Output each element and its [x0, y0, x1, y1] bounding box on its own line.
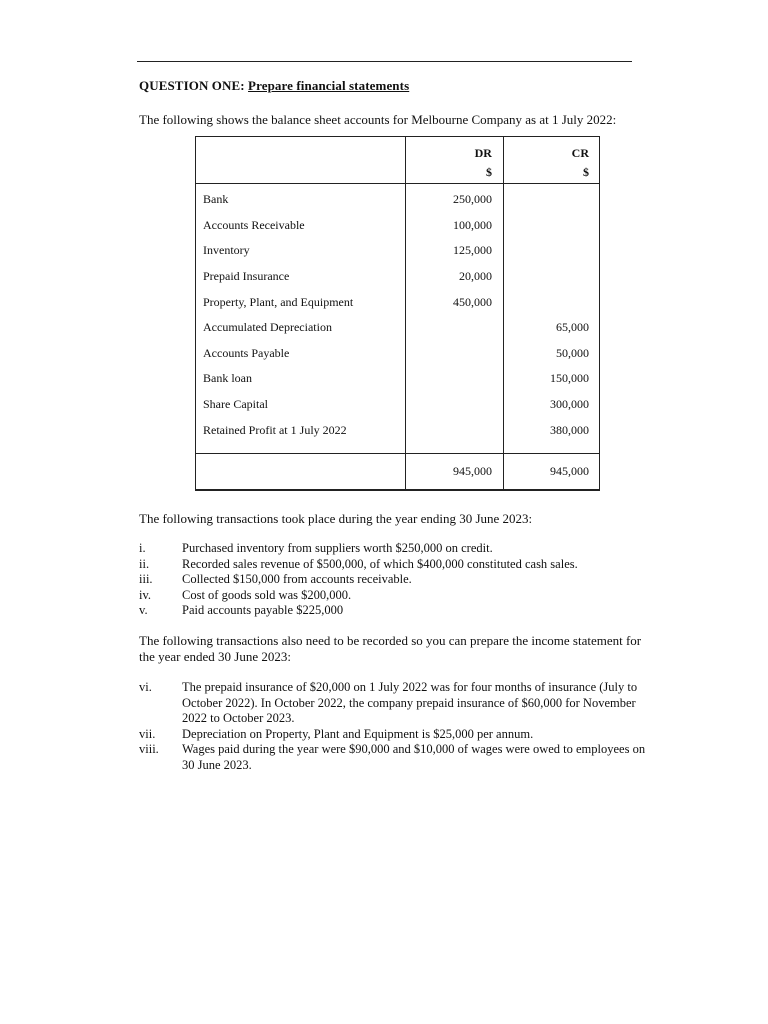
account-name: Accounts Payable [196, 341, 406, 367]
dr-amount: 125,000 [406, 238, 504, 264]
cr-amount: 65,000 [503, 315, 599, 341]
table-spacer-row [196, 443, 600, 454]
account-header-cell [196, 137, 406, 162]
list-item [139, 588, 654, 604]
cr-amount: 150,000 [503, 366, 599, 392]
table-row [196, 213, 600, 239]
item-number: iii. [139, 572, 153, 586]
total-label-cell [196, 453, 406, 490]
table-row [196, 264, 600, 290]
spacer-cell [503, 443, 599, 454]
list-item [139, 742, 654, 773]
account-name: Share Capital [196, 392, 406, 418]
header-row [196, 137, 600, 162]
spacer-cell [406, 443, 504, 454]
dr-currency: $ [406, 161, 504, 184]
item-text: Depreciation on Property, Plant and Equipment is $25,000 per annum. [182, 726, 534, 741]
dr-amount: 450,000 [406, 289, 504, 315]
question-title: Prepare financial statements [248, 78, 410, 93]
cr-amount: 50,000 [503, 341, 599, 367]
dr-amount: 100,000 [406, 213, 504, 239]
list-item [139, 680, 654, 727]
table-row [196, 417, 600, 443]
account-name: Bank loan [196, 366, 406, 392]
item-number: vi. [139, 680, 152, 694]
list-item [139, 541, 654, 557]
cr-amount: 300,000 [503, 392, 599, 418]
cr-amount [503, 238, 599, 264]
item-number: v. [139, 603, 148, 617]
list-item [139, 603, 654, 619]
item-text: Collected $150,000 from accounts receivable. [182, 572, 412, 586]
table-row [196, 289, 600, 315]
cr-currency: $ [503, 161, 599, 184]
top-divider [137, 61, 632, 62]
table-row [196, 366, 600, 392]
item-number: viii. [139, 742, 159, 756]
item-text: Purchased inventory from suppliers worth $250,000 on credit. [182, 541, 493, 555]
account-header-cell [196, 161, 406, 184]
currency-row [196, 161, 600, 184]
cr-amount [503, 184, 599, 213]
transactions-list [139, 541, 654, 619]
item-number: i. [139, 541, 146, 555]
dr-amount [406, 392, 504, 418]
total-cr: 945,000 [503, 453, 599, 490]
intro-text: The following shows the balance sheet accounts for Melbourne Company as at 1 July 2022: [139, 112, 617, 127]
item-text: Recorded sales revenue of $500,000, of which $400,000 constituted cash sales. [182, 556, 578, 571]
dr-amount [406, 315, 504, 341]
cr-amount [503, 213, 599, 239]
transactions-intro: The following transactions took place during the year ending 30 June 2023: [139, 511, 533, 526]
cr-header: CR [503, 137, 599, 162]
cr-amount [503, 264, 599, 290]
totals-row [196, 453, 600, 490]
table-row [196, 392, 600, 418]
item-text: Paid accounts payable $225,000 [182, 603, 344, 617]
item-text: The prepaid insurance of $20,000 on 1 July 2022 was for four months of insurance (July to October 2022). In October 2022, the company prepaid insurance of $60,000 for November 2022 to October 2023. [182, 680, 638, 725]
account-name: Retained Profit at 1 July 2022 [196, 417, 406, 443]
dr-amount [406, 417, 504, 443]
dr-header: DR [406, 137, 504, 162]
dr-amount: 20,000 [406, 264, 504, 290]
list-item [139, 727, 654, 743]
question-heading [139, 78, 409, 94]
list-item [139, 572, 654, 588]
dr-amount [406, 341, 504, 367]
dr-amount [406, 366, 504, 392]
table-row [196, 315, 600, 341]
item-number: vii. [139, 726, 156, 741]
account-name: Bank [196, 184, 406, 213]
account-name: Property, Plant, and Equipment [196, 289, 406, 315]
account-name: Inventory [196, 238, 406, 264]
adjustments-intro: The following transactions also need to be recorded so you can prepare the income statement for the year ended 30 June 2023: [139, 633, 642, 664]
cr-amount [503, 289, 599, 315]
question-label: QUESTION ONE: [139, 78, 245, 93]
table-row [196, 184, 600, 213]
item-number: ii. [139, 556, 150, 571]
account-name: Accounts Receivable [196, 213, 406, 239]
dr-amount: 250,000 [406, 184, 504, 213]
account-name: Prepaid Insurance [196, 264, 406, 290]
account-name: Accumulated Depreciation [196, 315, 406, 341]
item-text: Wages paid during the year were $90,000 and $10,000 of wages were owed to employees on 30 June 2023. [182, 742, 646, 772]
balance-sheet-table [195, 136, 600, 491]
item-number: iv. [139, 587, 152, 602]
item-text: Cost of goods sold was $200,000. [182, 587, 352, 602]
cr-amount: 380,000 [503, 417, 599, 443]
table-row [196, 341, 600, 367]
list-item [139, 557, 654, 573]
table-row [196, 238, 600, 264]
total-dr: 945,000 [406, 453, 504, 490]
adjustments-list [139, 680, 654, 773]
spacer-cell [196, 443, 406, 454]
